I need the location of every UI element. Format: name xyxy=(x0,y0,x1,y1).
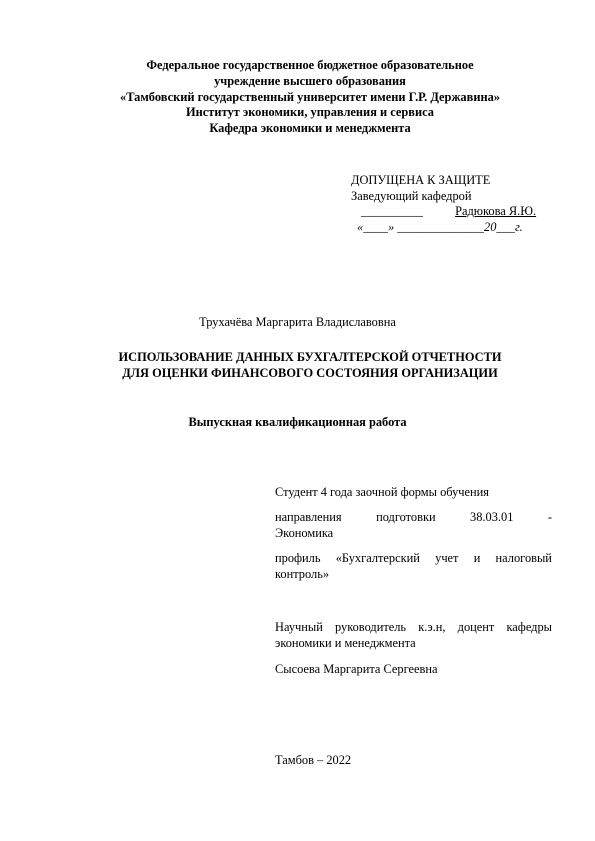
profile-word: учет xyxy=(435,551,459,565)
title-line: ДЛЯ ОЦЕНКИ ФИНАНСОВОГО СОСТОЯНИЯ ОРГАНИЗАЦИИ xyxy=(122,366,498,380)
student-profile xyxy=(275,551,552,582)
direction-word: подготовки xyxy=(376,510,436,524)
profile-word: налоговый xyxy=(495,551,552,565)
author-name: Трухачёва Маргарита Владиславовна xyxy=(199,315,396,329)
header-line: учреждение высшего образования xyxy=(214,73,406,88)
direction-name: Экономика xyxy=(275,525,334,540)
supervisor-word: к.э.н, xyxy=(418,620,446,634)
student-course: Студент 4 года заочной формы обучения xyxy=(275,485,489,499)
title-line: ИСПОЛЬЗОВАНИЕ ДАННЫХ БУХГАЛТЕРСКОЙ ОТЧЕТНОСТИ xyxy=(118,350,502,364)
supervisor-department: экономики и менеджмента xyxy=(275,635,416,650)
approval-block xyxy=(351,173,561,235)
profile-word: и xyxy=(473,551,481,565)
supervisor-name: Сысоева Маргарита Сергеевна xyxy=(275,662,438,676)
signature-line xyxy=(351,204,561,220)
profile-line-2: контроль» xyxy=(275,566,330,581)
direction-word: направления xyxy=(275,510,342,524)
header-line: Федеральное государственное бюджетное образовательное xyxy=(146,58,474,72)
signer-name: Радюкова Я.Ю. xyxy=(455,204,537,219)
supervisor-block xyxy=(275,620,552,651)
institute-name: Институт экономики, управления и сервиса xyxy=(186,105,434,120)
thesis-title xyxy=(40,349,580,381)
profile-line xyxy=(275,551,552,567)
supervisor-word: кафедры xyxy=(506,620,552,634)
student-direction xyxy=(275,510,552,541)
university-name: «Тамбовский государственный университет имени Г.Р. Державина» xyxy=(120,89,500,104)
department-name: Кафедра экономики и менеджмента xyxy=(209,121,411,136)
institution-header xyxy=(40,58,580,137)
supervisor-line xyxy=(275,620,552,636)
admitted-label: ДОПУЩЕНА К ЗАЩИТЕ xyxy=(351,173,491,187)
supervisor-word: руководитель xyxy=(334,620,407,634)
date-line: «____» ______________20___г. xyxy=(357,219,523,234)
profile-word: «Бухгалтерский xyxy=(335,551,420,565)
profile-word: профиль xyxy=(275,551,321,565)
direction-dash: - xyxy=(547,510,552,524)
city-year: Тамбов – 2022 xyxy=(275,753,352,767)
direction-line xyxy=(275,510,552,526)
signature-blank: __________ xyxy=(361,204,423,219)
direction-code: 38.03.01 xyxy=(470,510,514,524)
work-type: Выпускная квалификационная работа xyxy=(188,415,407,429)
head-of-department-label: Заведующий кафедрой xyxy=(351,188,472,203)
supervisor-word: доцент xyxy=(457,620,495,634)
supervisor-word: Научный xyxy=(275,620,323,634)
